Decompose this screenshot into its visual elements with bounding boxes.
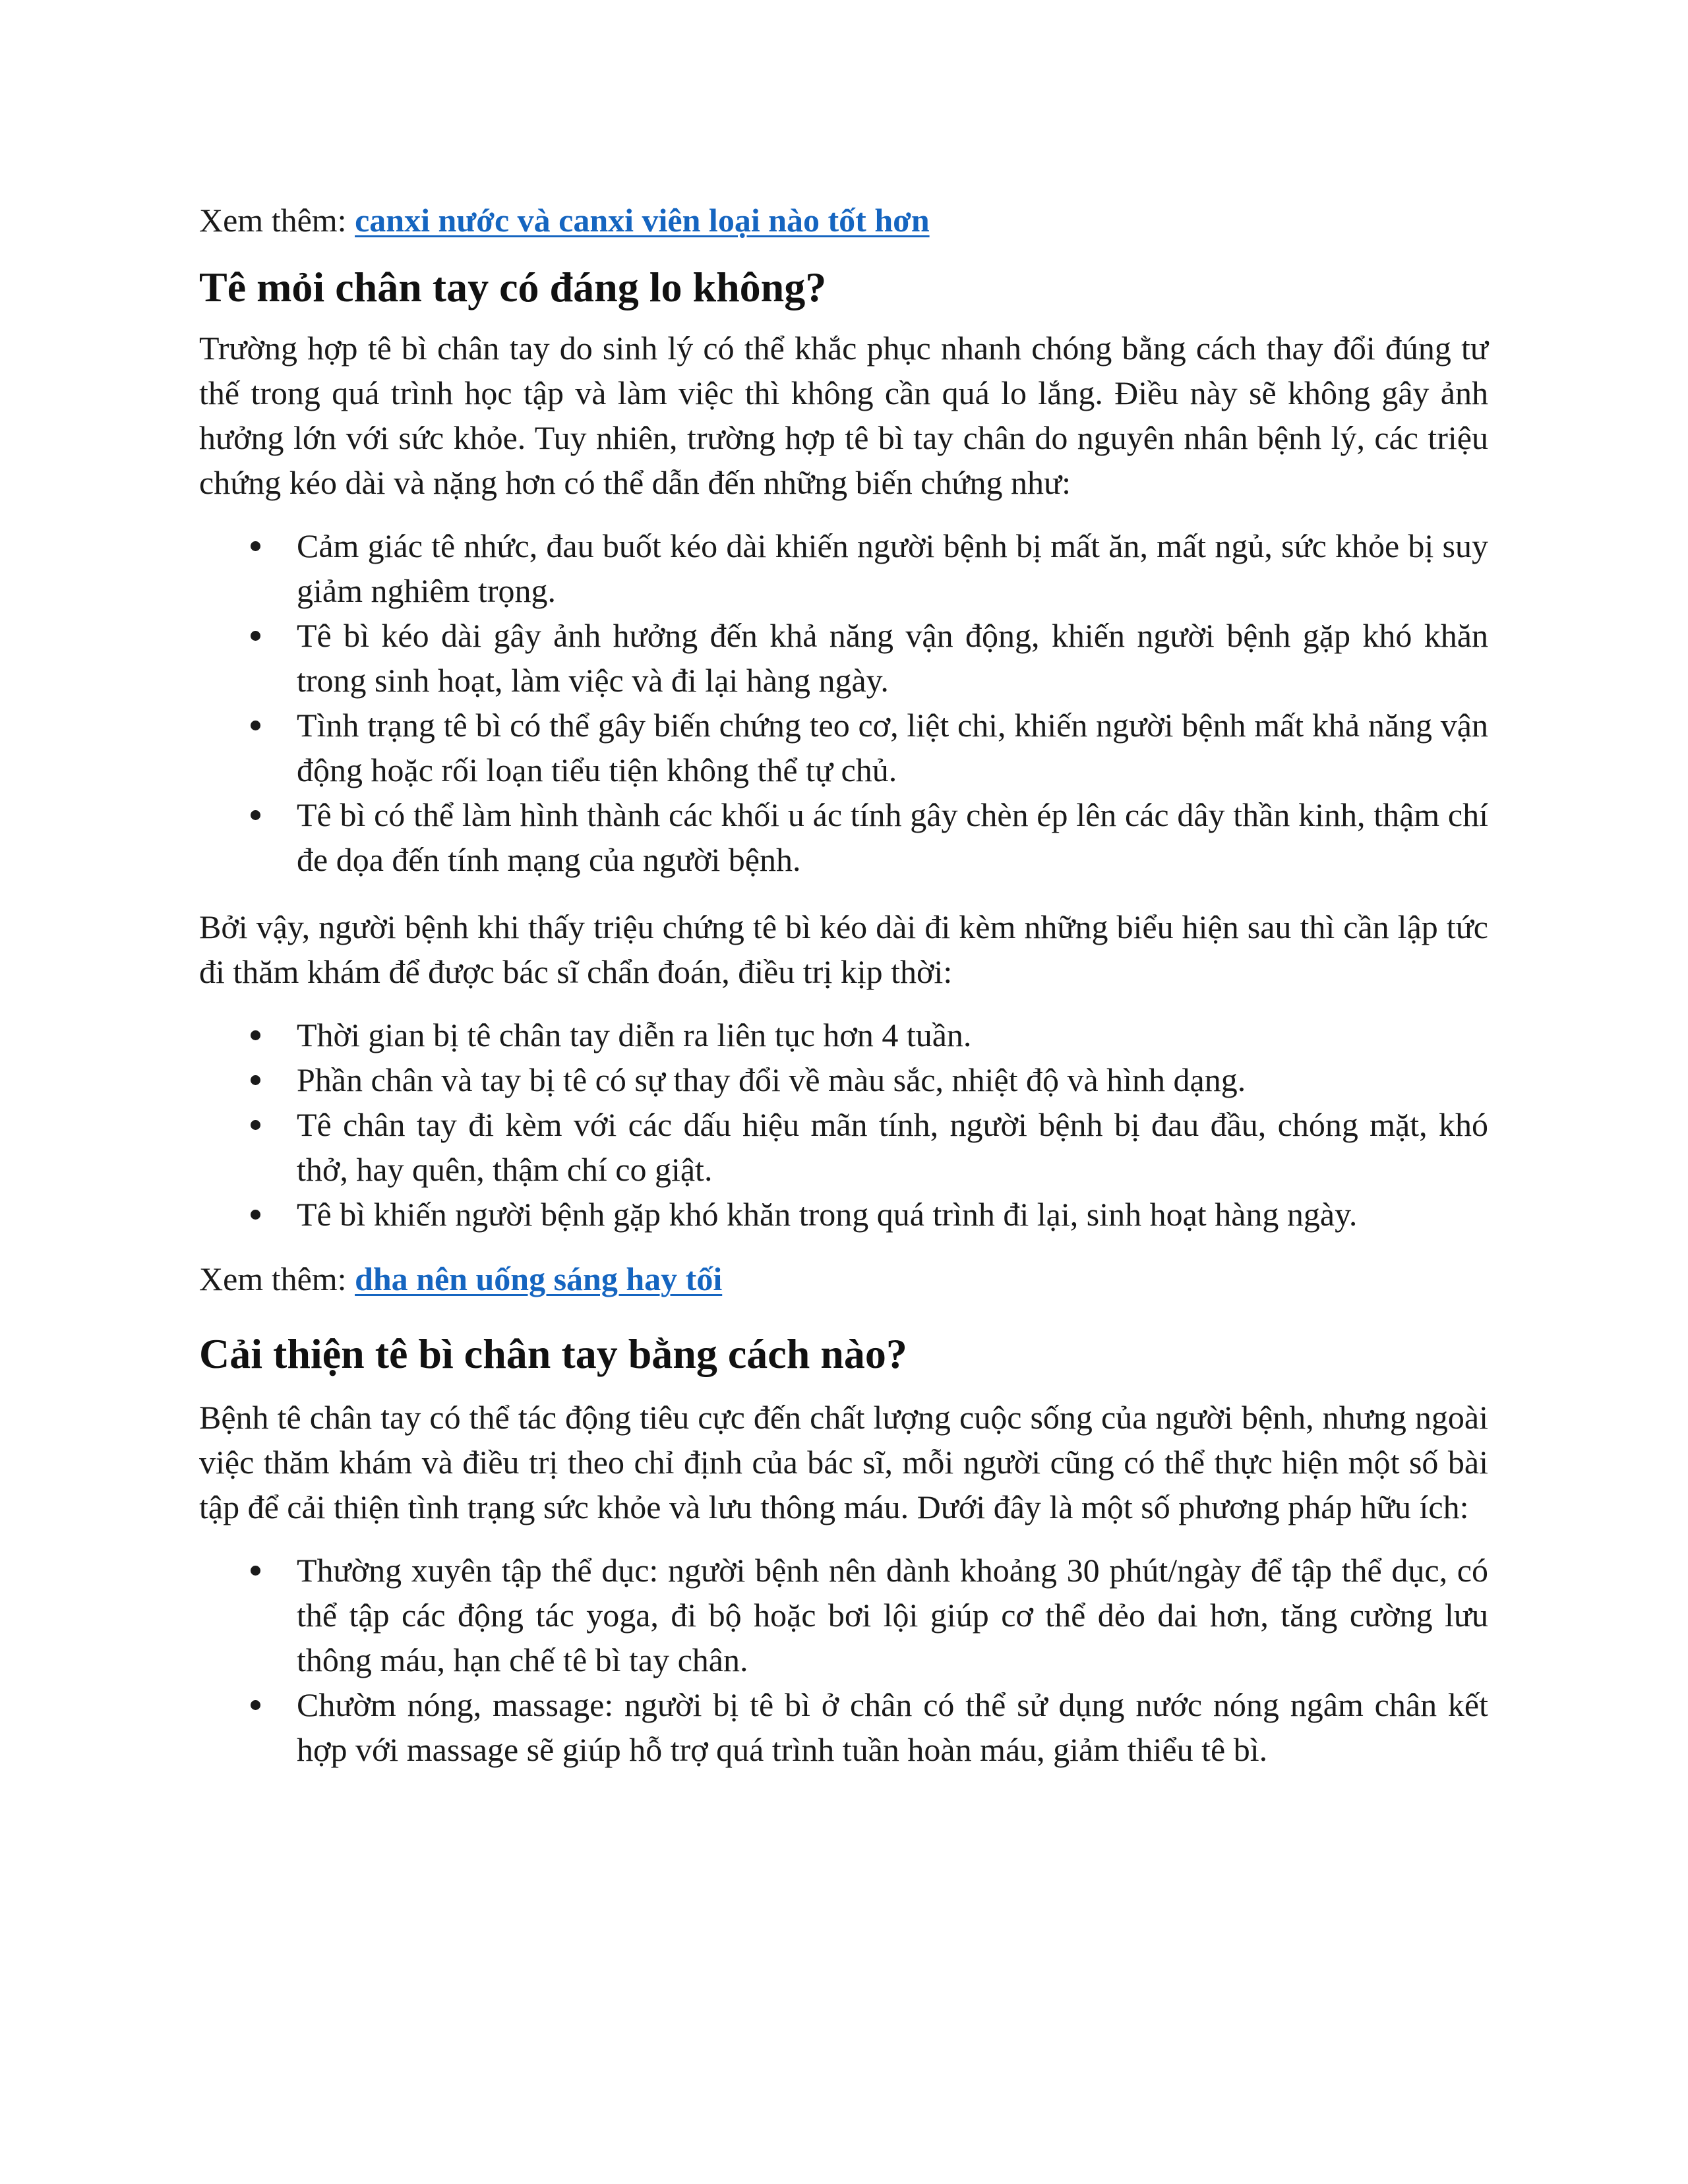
bullet-icon [251, 721, 260, 730]
bullet-icon [251, 631, 260, 641]
paragraph-intro-complications: Trường hợp tê bì chân tay do sinh lý có thể khắc phục nhanh chóng bằng cách thay đổi đúng tư thế trong quá trình học tập và làm việc thì không cần quá lo lắng. Điều này sẽ không gây ảnh hưởng lớn với sức khỏe. Tuy nhiên, trường hợp tê bì tay chân do nguyên nhân bệnh lý, các triệu chứng kéo dài và nặng hơn có thể dẫn đến những biến chứng như: [199, 330, 1488, 501]
bullet-icon [251, 1566, 260, 1576]
bullet-icon [251, 1210, 260, 1220]
methods-list [199, 1548, 1488, 1772]
see-also-link-dha[interactable]: dha nên uống sáng hay tối [355, 1260, 723, 1297]
list-item: Cảm giác tê nhức, đau buốt kéo dài khiến người bệnh bị mất ăn, mất ngủ, sức khỏe bị suy giảm nghiêm trọng. [199, 523, 1488, 613]
document-page [199, 191, 1488, 1772]
list-item: Thời gian bị tê chân tay diễn ra liên tục hơn 4 tuần. [199, 1013, 1488, 1057]
list-item: Tê bì có thể làm hình thành các khối u ác tính gây chèn ép lên các dây thần kinh, thậm chí đe dọa đến tính mạng của người bệnh. [199, 792, 1488, 882]
list-item: Tê chân tay đi kèm với các dấu hiệu mãn tính, người bệnh bị đau đầu, chóng mặt, khó thở, hay quên, thậm chí co giật. [199, 1102, 1488, 1192]
list-item: Tê bì khiến người bệnh gặp khó khăn trong quá trình đi lại, sinh hoạt hàng ngày. [199, 1192, 1488, 1237]
see-also-label: Xem thêm: [199, 202, 355, 239]
bullet-icon [251, 1700, 260, 1710]
see-also-1 [199, 198, 1488, 243]
heading-te-moi: Tê mỏi chân tay có đáng lo không? [199, 264, 827, 310]
warning-signs-list [199, 1013, 1488, 1237]
bullet-icon [251, 810, 260, 820]
heading-cai-thien: Cải thiện tê bì chân tay bằng cách nào? [199, 1330, 907, 1377]
list-item: Tê bì kéo dài gây ảnh hưởng đến khả năng vận động, khiến người bệnh gặp khó khăn trong sinh hoạt, làm việc và đi lại hàng ngày. [199, 613, 1488, 703]
see-also-2 [199, 1256, 1488, 1301]
bullet-icon [251, 1120, 260, 1130]
list-item: Chườm nóng, massage: người bị tê bì ở chân có thể sử dụng nước nóng ngâm chân kết hợp với massage sẽ giúp hỗ trợ quá trình tuần hoàn máu, giảm thiểu tê bì. [199, 1682, 1488, 1772]
see-also-link-canxi[interactable]: canxi nước và canxi viên loại nào tốt hơn [355, 202, 930, 239]
list-item: Phần chân và tay bị tê có sự thay đổi về màu sắc, nhiệt độ và hình dạng. [199, 1057, 1488, 1102]
paragraph-intro-methods: Bệnh tê chân tay có thể tác động tiêu cực đến chất lượng cuộc sống của người bệnh, nhưng ngoài việc thăm khám và điều trị theo chỉ định của bác sĩ, mỗi người cũng có thể thực hiện một số bài tập để cải thiện tình trạng sức khỏe và lưu thông máu. Dưới đây là một số phương pháp hữu ích: [199, 1399, 1488, 1525]
list-item: Tình trạng tê bì có thể gây biến chứng teo cơ, liệt chi, khiến người bệnh mất khả năng vận động hoặc rối loạn tiểu tiện không thể tự chủ. [199, 703, 1488, 792]
bullet-icon [251, 1030, 260, 1040]
list-item: Thường xuyên tập thể dục: người bệnh nên dành khoảng 30 phút/ngày để tập thể dục, có thể tập các động tác yoga, đi bộ hoặc bơi lội giúp cơ thể dẻo dai hơn, tăng cường lưu thông máu, hạn chế tê bì tay chân. [199, 1548, 1488, 1682]
paragraph-warning-intro: Bởi vậy, người bệnh khi thấy triệu chứng tê bì kéo dài đi kèm những biểu hiện sau thì cần lập tức đi thăm khám để được bác sĩ chẩn đoán, điều trị kịp thời: [199, 908, 1488, 990]
see-also-label: Xem thêm: [199, 1260, 355, 1297]
bullet-icon [251, 1075, 260, 1085]
complications-list [199, 523, 1488, 882]
bullet-icon [251, 541, 260, 551]
